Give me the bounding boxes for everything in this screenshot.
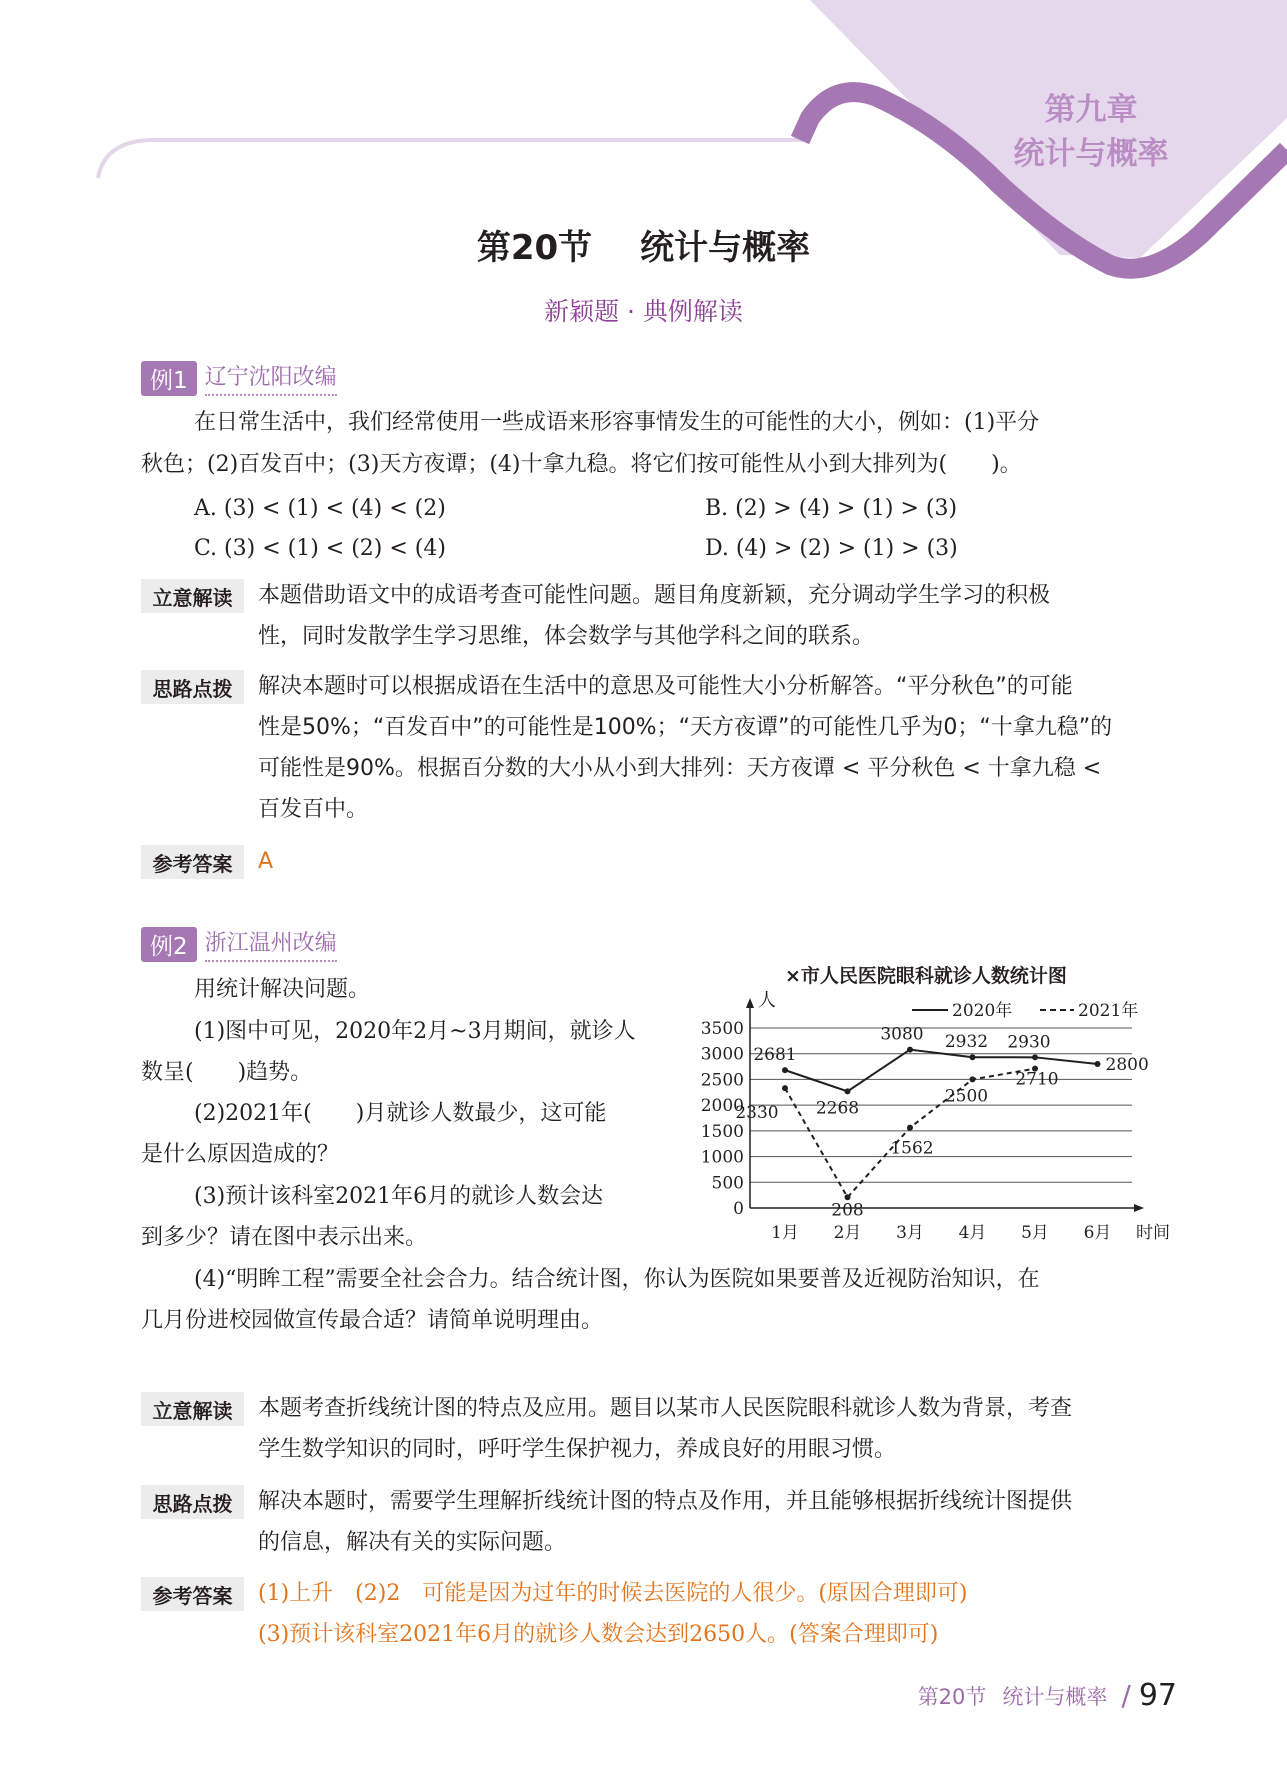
data-label: 208 xyxy=(831,1200,864,1221)
section-subtitle: 新颖题 · 典例解读 xyxy=(544,297,743,326)
data-label: 2681 xyxy=(753,1045,797,1066)
y-tick-label: 0 xyxy=(733,1199,744,1219)
example1-option-a: A. (3) < (1) < (4) < (2) xyxy=(194,496,446,521)
example2-intent-label: 立意解读 xyxy=(141,1392,244,1426)
chart-title: ×市人民医院眼科就诊人数统计图 xyxy=(785,965,1067,987)
x-axis-arrow xyxy=(1134,1204,1144,1212)
y-tick-label: 2000 xyxy=(700,1096,744,1117)
x-tick-label: 4月 xyxy=(958,1223,987,1243)
example2-q3-line2: 到多少？请在图中表示出来。 xyxy=(141,1225,428,1250)
data-label: 2800 xyxy=(1105,1055,1149,1075)
text-line: 的信息，解决有关的实际问题。 xyxy=(258,1530,567,1555)
data-label: 3080 xyxy=(880,1024,924,1045)
text-line: 性是50%；“百发百中”的可能性是100%；“天方夜谭”的可能性几乎为0；“十拿九稳”的 xyxy=(258,715,1113,740)
example2-answer xyxy=(258,1573,1176,1655)
text-line: 可能性是90%。根据百分数的大小从小到大排列：天方夜谭 < 平分秋色 < 十拿九稳 < xyxy=(258,756,1102,781)
data-point xyxy=(907,1047,913,1053)
series-line xyxy=(785,1069,1035,1198)
example1-option-c: C. (3) < (1) < (2) < (4) xyxy=(194,536,446,561)
y-tick-label: 2500 xyxy=(700,1070,744,1091)
footer-section: 第20节 xyxy=(917,1684,987,1709)
example2-q2-line2: 是什么原因造成的？ xyxy=(141,1142,340,1167)
x-axis-label: 时间 xyxy=(1136,1223,1170,1243)
example2-q1-line2: 数呈( )趋势。 xyxy=(141,1060,313,1085)
chapter-number: 第九章 xyxy=(1044,92,1138,128)
example1-badge: 例1 xyxy=(141,361,197,396)
example2-source: 浙江温州改编 xyxy=(205,926,337,962)
example1-answer-label: 参考答案 xyxy=(141,845,244,879)
example2-tag xyxy=(141,926,337,962)
chapter-label xyxy=(991,88,1191,176)
data-point xyxy=(1032,1054,1038,1060)
text-line: 百发百中。 xyxy=(258,797,369,822)
example2-hint-text xyxy=(258,1481,1176,1563)
page-footer xyxy=(918,1678,1177,1713)
data-label: 2268 xyxy=(815,1098,860,1119)
x-tick-label: 3月 xyxy=(896,1223,924,1243)
example2-q2-line1: (2)2021年( )月就诊人数最少，这可能 xyxy=(194,1101,607,1126)
data-point xyxy=(1095,1061,1101,1067)
data-point xyxy=(970,1076,976,1082)
example2-badge: 例2 xyxy=(141,927,197,962)
example2-q4-line2: 几月份进校园做宣传最合适？请简单说明理由。 xyxy=(141,1308,604,1333)
section-title xyxy=(0,220,1287,269)
data-point xyxy=(907,1125,913,1131)
data-label: 2930 xyxy=(1007,1032,1051,1053)
data-label: 2932 xyxy=(944,1032,989,1053)
page-number: 97 xyxy=(1138,1678,1177,1713)
example2-q3-line1: (3)预计该科室2021年6月的就诊人数会达 xyxy=(194,1184,604,1209)
answer-line: (1)上升 (2)2 可能是因为过年的时候去医院的人很少。(原因合理即可) xyxy=(258,1581,968,1606)
example1-hint-label: 思路点拨 xyxy=(141,670,244,704)
example2-intent-text xyxy=(258,1388,1176,1470)
y-axis-arrow xyxy=(746,998,754,1008)
example1-intent-text xyxy=(258,575,1176,657)
text-line: 学生数学知识的同时，呼吁学生保护视力，养成良好的用眼习惯。 xyxy=(258,1437,897,1462)
example1-hint-text xyxy=(258,666,1176,830)
x-tick-label: 2月 xyxy=(833,1223,862,1243)
y-tick-label: 1500 xyxy=(700,1121,744,1142)
data-label: 2710 xyxy=(1015,1069,1059,1090)
data-label: 1562 xyxy=(890,1138,934,1159)
chapter-title: 统计与概率 xyxy=(1013,136,1169,172)
example2-q4-line1: (4)“明眸工程”需要全社会合力。结合统计图，你认为医院如果要普及近视防治知识，在 xyxy=(194,1267,1040,1292)
footer-separator: / xyxy=(1121,1679,1131,1712)
example1-source: 辽宁沈阳改编 xyxy=(205,360,337,396)
example1-question-line2: 秋色；(2)百发百中；(3)天方夜谭；(4)十拿九稳。将它们按可能性从小到大排列为( )。 xyxy=(141,452,1022,477)
text-line: 性，同时发散学生学习思维，体会数学与其他学科之间的联系。 xyxy=(258,624,875,649)
example1-answer: A xyxy=(258,849,274,874)
example1-option-d: D. (4) > (2) > (1) > (3) xyxy=(705,536,958,561)
data-point xyxy=(782,1085,788,1091)
example2-hint-label: 思路点拨 xyxy=(141,1485,244,1519)
data-point xyxy=(970,1054,976,1060)
data-point xyxy=(782,1067,788,1073)
section-name: 统计与概率 xyxy=(640,228,811,268)
y-tick-label: 500 xyxy=(711,1173,744,1194)
chart-grid xyxy=(750,1028,1132,1182)
text-line: 解决本题时，需要学生理解折线统计图的特点及作用，并且能够根据折线统计图提供 xyxy=(258,1489,1073,1514)
answer-line: (3)预计该科室2021年6月的就诊人数会达到2650人。(答案合理即可) xyxy=(258,1622,939,1647)
footer-title: 统计与概率 xyxy=(1002,1684,1108,1709)
y-tick-label: 3000 xyxy=(700,1044,744,1065)
example2-intro: 用统计解决问题。 xyxy=(194,977,371,1002)
text-line: 本题借助语文中的成语考查可能性问题。题目角度新颖，充分调动学生学习的积极 xyxy=(258,583,1051,608)
example1-intent-label: 立意解读 xyxy=(141,579,244,613)
y-axis-label: 人 xyxy=(758,990,776,1011)
data-label: 2500 xyxy=(944,1086,989,1107)
example2-q1-line1: (1)图中可见，2020年2月~3月期间，就诊人 xyxy=(194,1019,636,1044)
y-tick-label: 1000 xyxy=(700,1147,744,1168)
x-tick-label: 1月 xyxy=(771,1223,799,1243)
text-line: 本题考查折线统计图的特点及应用。题目以某市人民医院眼科就诊人数为背景，考查 xyxy=(258,1396,1073,1421)
section-number: 第20节 xyxy=(476,228,593,268)
example1-question-line1: 在日常生活中，我们经常使用一些成语来形容事情发生的可能性的大小，例如：(1)平分 xyxy=(194,410,1040,435)
data-point xyxy=(845,1088,851,1094)
chart-legend xyxy=(912,1000,1138,1021)
example2-answer-label: 参考答案 xyxy=(141,1577,244,1611)
y-tick-label: 3500 xyxy=(700,1019,744,1039)
example1-tag xyxy=(141,360,337,396)
text-line: 解决本题时可以根据成语在生活中的意思及可能性大小分析解答。“平分秋色”的可能 xyxy=(258,674,1073,699)
line-chart xyxy=(690,960,1190,1250)
legend-label: 2021年 xyxy=(1078,1001,1139,1021)
x-tick-label: 5月 xyxy=(1021,1223,1049,1243)
x-tick-label: 6月 xyxy=(1083,1223,1112,1243)
data-label: 2330 xyxy=(735,1103,779,1124)
example1-option-b: B. (2) > (4) > (1) > (3) xyxy=(705,496,958,521)
legend-label: 2020年 xyxy=(952,1001,1013,1021)
